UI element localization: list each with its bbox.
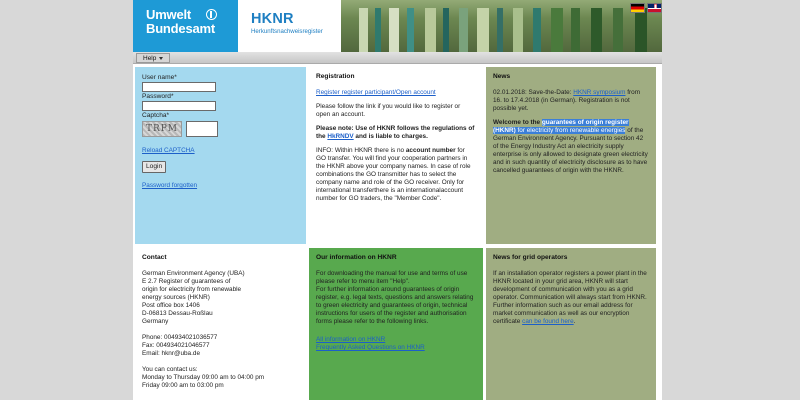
- contact-title: Contact: [142, 254, 167, 261]
- captcha-image: TRPM: [142, 121, 182, 137]
- contact-us-label: You can contact us:: [142, 366, 198, 373]
- registration-follow-text: Please follow the link if you would like to register or open an account.: [316, 103, 461, 118]
- german-flag-icon[interactable]: [630, 3, 645, 13]
- hkrndv-link[interactable]: HkRNDV: [327, 133, 354, 140]
- grid-title: News for grid operators: [493, 254, 568, 261]
- username-label: User name*: [142, 74, 177, 81]
- captcha-row: [142, 121, 299, 137]
- all-information-link[interactable]: All information on HKNR: [316, 336, 386, 343]
- info-text2: For further information around guarantees of origin register, e.g. legal texts, questions and answers relating to green electricity and guarantees of origin, technical instructions for users of the register and authorisation forms please refer to the following links.: [316, 286, 474, 325]
- password-forgotten-link[interactable]: Password forgotten: [142, 182, 198, 189]
- found-here-link[interactable]: can be found here: [522, 318, 574, 325]
- contact-phone: Phone: 004934021036577: [142, 334, 218, 341]
- registration-panel: [309, 67, 483, 244]
- registration-note: Please note: Use of HKNR follows the regulations of the HkRNDV and is liable to charges.: [316, 125, 475, 140]
- contact-hours-friday: Friday 09:00 am to 03:00 pm: [142, 382, 224, 389]
- grid-text: If an installation operator registers a power plant in the HKNR located in your grid area, HKNR will start development of communication with you as a grid operator. Communication will always start from HKNR. Further information such as our email address for market communication as well as our encryption certificate can be found here.: [493, 270, 647, 325]
- header: [133, 0, 662, 52]
- highlighted-text: guarantees of origin register (HKNR): [493, 119, 629, 134]
- contact-panel: [135, 248, 306, 400]
- help-menu[interactable]: [136, 53, 170, 63]
- login-panel: [135, 67, 306, 244]
- help-menu-label: Help: [143, 55, 157, 62]
- news-welcome: Welcome to the guarantees of origin register (HKNR) for electricity from renewable energies of the German Environment Agency. Pursuant to section 42 of the Energy Industry Act an electricity supply enterprise is only allowed to designate green electricity and in such quantity of electricity disclosure as to have cancelled guarantees of origin with the HKNR.: [493, 119, 648, 174]
- login-button[interactable]: Login: [142, 161, 166, 173]
- news-panel: [486, 67, 656, 244]
- username-input[interactable]: [142, 82, 216, 92]
- registration-title: Registration: [316, 73, 355, 80]
- nav-bar: [133, 52, 662, 64]
- info-title: Our information on HKNR: [316, 254, 397, 261]
- grid-operators-panel: [486, 248, 656, 400]
- contact-hours-weekdays: Monday to Thursday 09:00 am to 04:00 pm: [142, 374, 265, 381]
- app-title: HKNR: [251, 11, 294, 27]
- password-input[interactable]: [142, 101, 216, 111]
- info-text1: For downloading the manual for use and terms of use please refer to menu item "Help".: [316, 270, 468, 285]
- chevron-down-icon: [159, 57, 163, 60]
- uba-emblem-icon: [206, 9, 217, 20]
- language-flags: [630, 3, 662, 13]
- contact-email: Email: hknr@uba.de: [142, 350, 200, 357]
- registration-info: INFO: Within HKNR there is no account number for GO transfer. You will find your cooperation partners in the HKNR above your company names. In case of role combinations the GO transmitter has to select the company name and role of the GO receiver. Only for international transferthere is an internationalaccount number for GO traders, the "Member Code".: [316, 147, 471, 202]
- logo-line1: Umwelt: [146, 7, 192, 22]
- news-title: News: [493, 73, 511, 80]
- info-panel: [309, 248, 483, 400]
- reload-captcha-link[interactable]: Reload CAPTCHA: [142, 147, 195, 154]
- english-flag-icon[interactable]: [647, 3, 662, 13]
- uba-logo[interactable]: [133, 0, 238, 52]
- header-building-image: [341, 0, 662, 52]
- register-link[interactable]: Register register participant/Open account: [316, 89, 436, 96]
- password-label: Password*: [142, 93, 174, 100]
- faq-link[interactable]: Frequently Asked Questions on HKNR: [316, 344, 425, 351]
- captcha-input[interactable]: [186, 121, 218, 137]
- contact-address: German Environment Agency (UBA) E 2.7 Register of guarantees of origin for electricity from renewable energy sources (HKNR) Post office box 1406 D-06813 Dessau-Roßlau Germany: [142, 270, 245, 325]
- captcha-label: Captcha*: [142, 112, 170, 119]
- app-subtitle: Herkunftsnachweisregister: [251, 28, 323, 35]
- contact-fax: Fax: 004934021046577: [142, 342, 210, 349]
- page: [133, 0, 662, 400]
- hknr-symposium-link[interactable]: HKNR symposium: [573, 89, 626, 96]
- logo-line2: Bundesamt: [146, 21, 215, 36]
- news-item: 02.01.2018: Save-the-Date: HKNR symposium from 16. to 17.4.2018 (in German). Registration is not possible yet.: [493, 89, 641, 112]
